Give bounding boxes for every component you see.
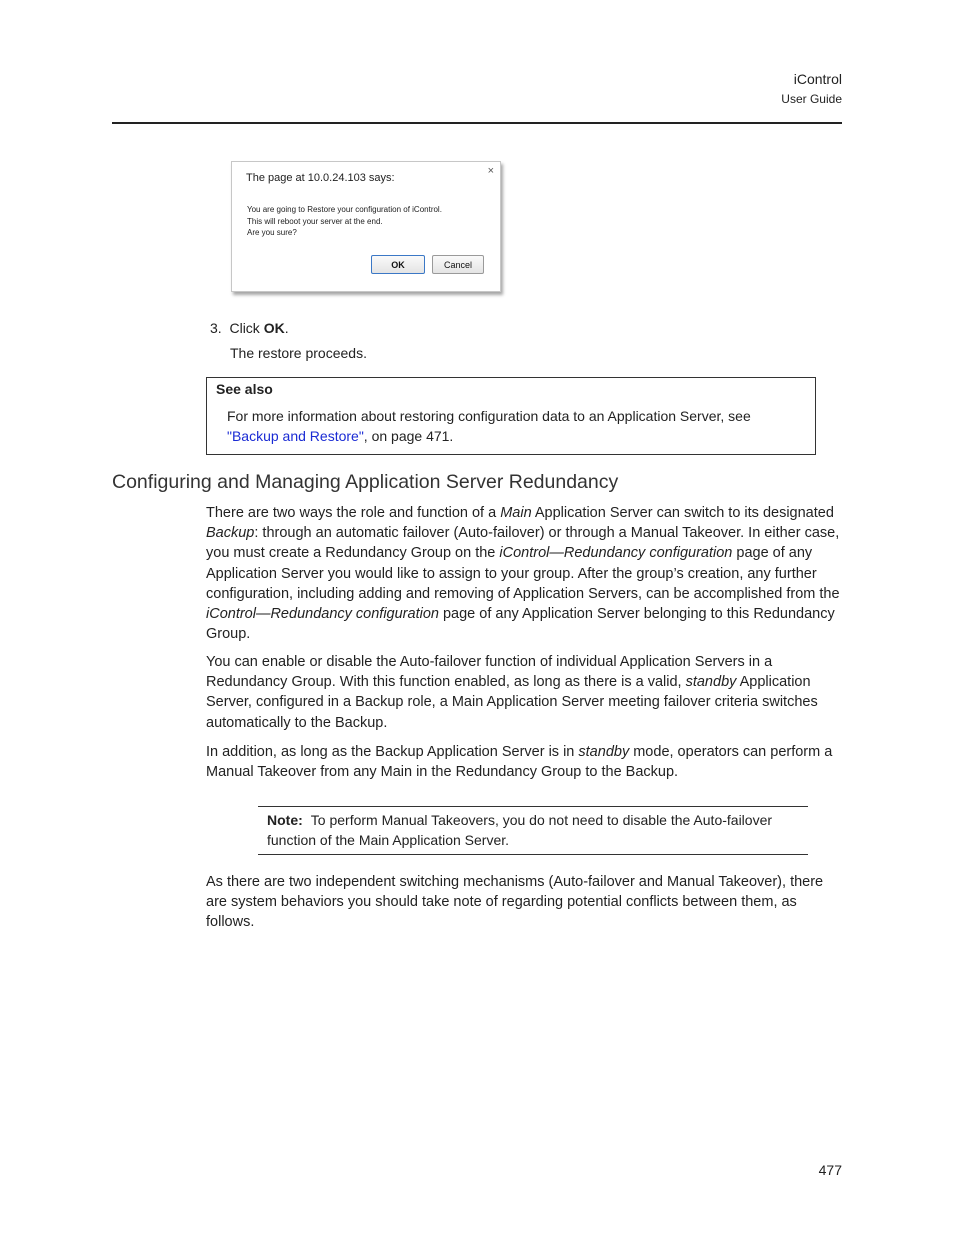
see-also-box bbox=[206, 377, 816, 455]
section-heading: Configuring and Managing Application Server Redundancy bbox=[112, 471, 619, 493]
emphasis: standby bbox=[578, 744, 630, 760]
text-run: In addition, as long as the Backup Application Server is in bbox=[206, 744, 579, 760]
header-divider bbox=[112, 122, 842, 124]
text-run: Application Server can switch to its designated bbox=[531, 505, 834, 521]
see-also-tail: , on page 471. bbox=[363, 428, 454, 444]
text-run: page of any Application Server belonging to this Redundancy Group. bbox=[206, 606, 835, 643]
dialog-message-line: Are you sure? bbox=[247, 228, 297, 237]
note-box bbox=[258, 806, 808, 855]
paragraph-manual-takeover bbox=[206, 742, 842, 782]
text-run: There are two ways the role and function of a bbox=[206, 505, 501, 521]
paragraph-roles bbox=[206, 503, 842, 644]
paragraph-conflicts: As there are two independent switching mechanisms (Auto-failover and Manual Takeover), there are system behaviors you should take note of regarding potential conflicts between them, as follows. bbox=[206, 874, 824, 931]
note-label: Note: bbox=[267, 812, 303, 828]
note-text bbox=[267, 810, 807, 850]
step-3 bbox=[210, 320, 289, 336]
cancel-button[interactable]: Cancel bbox=[432, 255, 484, 274]
emphasis: Main bbox=[500, 505, 532, 521]
text-run: You can enable or disable the Auto-failover function of individual Application Servers in a Redundancy Group. With this function enabled, as long as there is a valid, bbox=[206, 654, 773, 691]
emphasis: Backup bbox=[206, 525, 255, 542]
step-number: 3. bbox=[210, 320, 222, 336]
see-also-text bbox=[227, 406, 787, 446]
step-target: OK bbox=[263, 320, 285, 336]
step-suffix: . bbox=[284, 320, 289, 336]
dialog-message-line: This will reboot your server at the end. bbox=[247, 216, 383, 226]
emphasis: iControl—Redundancy configuration bbox=[499, 545, 733, 562]
dialog-message bbox=[247, 204, 442, 239]
close-icon[interactable]: × bbox=[487, 165, 494, 177]
step-text: Click bbox=[229, 320, 264, 336]
text-run: mode, operators can perform a Manual Takeover from any Main in the Redundancy Group to the Backup. bbox=[206, 744, 833, 781]
emphasis: iControl—Redundancy configuration bbox=[206, 606, 439, 623]
see-also-lead: For more information about restoring configuration data to an Application Server, see bbox=[227, 408, 751, 424]
restore-confirm-dialog bbox=[231, 161, 501, 292]
see-also-title: See also bbox=[216, 381, 273, 397]
header-guide-subtitle: User Guide bbox=[781, 92, 842, 106]
step-result: The restore proceeds. bbox=[230, 345, 367, 361]
dialog-message-line: You are going to Restore your configuration of iControl. bbox=[247, 205, 442, 214]
dialog-title: The page at 10.0.24.103 says: bbox=[246, 172, 395, 184]
emphasis: standby bbox=[685, 674, 737, 691]
backup-restore-link[interactable]: "Backup and Restore" bbox=[227, 428, 364, 444]
note-body: To perform Manual Takeovers, you do not need to disable the Auto-failover function of the Main Application Server. bbox=[267, 812, 773, 848]
page-number: 477 bbox=[818, 1162, 842, 1178]
text-run: page of any Application Server you would like to assign to your group. After the group’s creation, any further configuration, including adding and removing of Application Servers, can be accomplished from the bbox=[206, 545, 840, 602]
text-run: : through an automatic failover (Auto-failover) or through a Manual Takeover. In either case, you must create a Redundancy Group on the bbox=[206, 525, 840, 562]
ok-button[interactable]: OK bbox=[371, 255, 425, 274]
header-product-title: iControl bbox=[793, 71, 842, 87]
text-run: Application Server, configured in a Backup role, a Main Application Server meeting failover criteria switches automatically to the Backup. bbox=[206, 674, 818, 731]
paragraph-auto-failover bbox=[206, 652, 842, 733]
